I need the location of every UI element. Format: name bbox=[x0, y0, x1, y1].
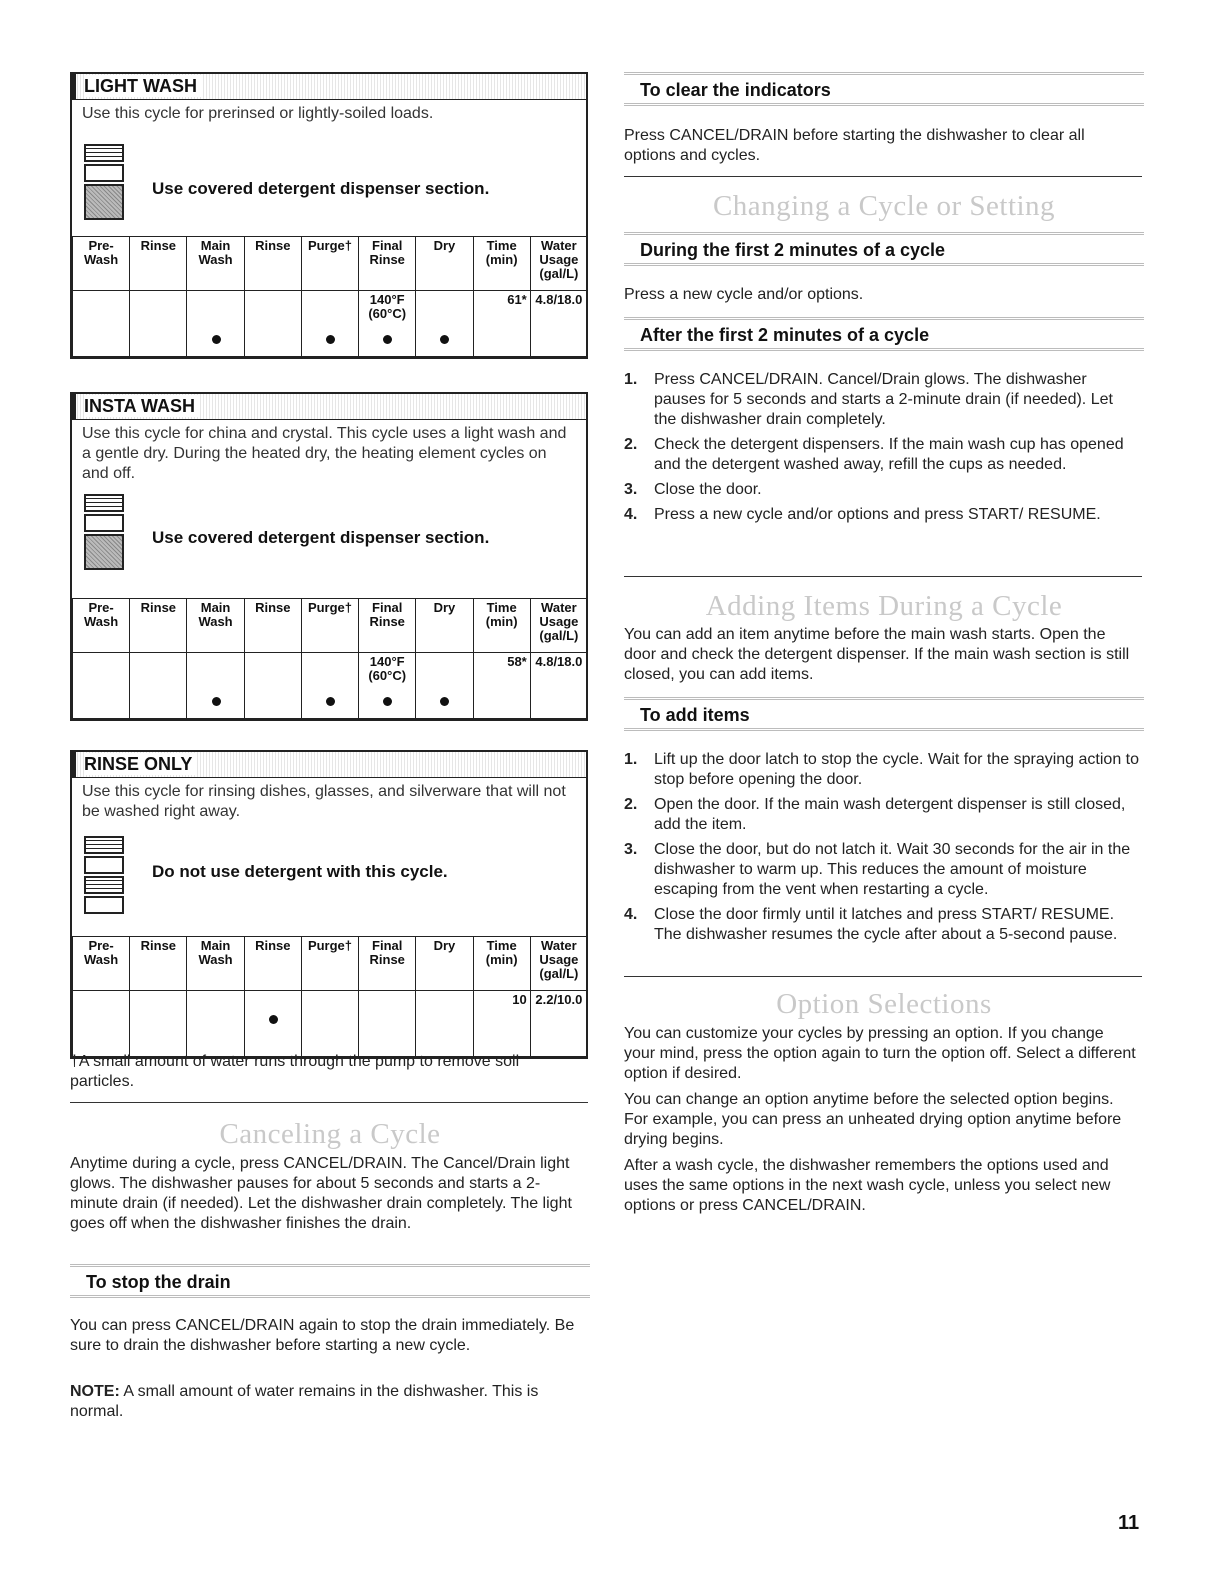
cell bbox=[301, 653, 358, 719]
section-title-changing: Changing a Cycle or Setting bbox=[712, 190, 1056, 222]
cell bbox=[130, 653, 187, 719]
note-paragraph bbox=[70, 1382, 585, 1422]
list-item: 4. Press a new cycle and/or options and press START/ RESUME. bbox=[624, 506, 1101, 523]
time-value: 58* bbox=[507, 654, 527, 669]
cycle-header bbox=[72, 74, 586, 100]
active-dot bbox=[440, 697, 449, 706]
cell bbox=[244, 653, 301, 719]
cycle-header bbox=[72, 752, 586, 778]
first-2-minutes-body: Press a new cycle and/or options. bbox=[624, 286, 864, 303]
section-title-options: Option Selections bbox=[776, 988, 992, 1020]
cell bbox=[187, 291, 244, 357]
cycle-header bbox=[72, 394, 586, 420]
col-time: Time (min) bbox=[473, 599, 530, 653]
col-water: Water Usage (gal/L) bbox=[530, 237, 587, 291]
list-item: 4. Close the door firmly until it latches and press START/ RESUME. The dishwasher resumes the cycle after about a 5-second pause. bbox=[624, 906, 1118, 943]
cell bbox=[473, 991, 530, 1057]
cell bbox=[530, 653, 587, 719]
canceling-body: Anytime during a cycle, press CANCEL/DRAIN. The Cancel/Drain light glows. The dishwasher pauses for about 5 seconds and starts a 2-minute drain (if needed). Let the dishwasher drain completely. The light goes off when the dishwasher finishes the drain. bbox=[70, 1155, 572, 1232]
final-rinse-temp: 140°F (60°C) bbox=[368, 654, 407, 683]
section-title-adding: Adding Items During a Cycle bbox=[705, 590, 1063, 622]
options-para-2: You can change an option anytime before the selected option begins. For example, you can press an unheated drying option anytime before drying begins. bbox=[624, 1091, 1122, 1148]
list-item: 2. Open the door. If the main wash detergent dispenser is still closed, add the item. bbox=[624, 796, 1126, 833]
col-rinse: Rinse bbox=[130, 937, 187, 991]
cell bbox=[244, 991, 301, 1057]
divider bbox=[624, 576, 1142, 577]
col-dry: Dry bbox=[416, 237, 473, 291]
dispenser-row bbox=[72, 822, 586, 936]
cycle-title: LIGHT WASH bbox=[84, 75, 201, 97]
after-2-minutes-heading: After the first 2 minutes of a cycle bbox=[624, 317, 1144, 351]
col-dry: Dry bbox=[416, 599, 473, 653]
change-steps bbox=[624, 370, 1139, 530]
purge-footnote: †A small amount of water runs through the pump to remove soil particles. bbox=[70, 1053, 520, 1090]
insta-wash-box bbox=[70, 392, 588, 721]
dispenser-instruction: Use covered detergent dispenser section. bbox=[152, 528, 490, 547]
dispenser-row bbox=[72, 484, 586, 598]
col-dry: Dry bbox=[416, 937, 473, 991]
cell bbox=[416, 653, 473, 719]
list-item: 3. Close the door. bbox=[624, 481, 762, 498]
col-main-wash: Main Wash bbox=[187, 599, 244, 653]
col-prewash: Pre- Wash bbox=[73, 237, 130, 291]
detergent-dispenser-icon bbox=[84, 494, 124, 572]
options-para-1: You can customize your cycles by pressing an option. If you change your mind, press the option again to turn the option off. Select a different option if desired. bbox=[624, 1025, 1136, 1082]
col-rinse: Rinse bbox=[244, 937, 301, 991]
water-value: 2.2/10.0 bbox=[535, 992, 583, 1007]
cell bbox=[244, 291, 301, 357]
col-purge: Purge† bbox=[301, 237, 358, 291]
cell bbox=[130, 991, 187, 1057]
cycle-table bbox=[72, 936, 588, 1057]
clear-indicators-heading: To clear the indicators bbox=[624, 72, 1144, 106]
detergent-dispenser-icon bbox=[84, 144, 124, 222]
dispenser-row bbox=[72, 124, 586, 236]
cycle-title: INSTA WASH bbox=[84, 395, 199, 417]
cell bbox=[187, 653, 244, 719]
list-item: 3. Close the door, but do not latch it. Wait 30 seconds for the air in the dishwasher to warm up. This reduces the amount of moisture escaping from the vent when restarting a cycle. bbox=[624, 841, 1131, 898]
cell bbox=[530, 291, 587, 357]
active-dot bbox=[326, 335, 335, 344]
cell bbox=[187, 991, 244, 1057]
cell bbox=[473, 291, 530, 357]
cycle-table bbox=[72, 598, 588, 719]
page-number: 11 bbox=[1118, 1512, 1140, 1534]
col-final-rinse: Final Rinse bbox=[359, 599, 416, 653]
list-item: 1. Press CANCEL/DRAIN. Cancel/Drain glows. The dishwasher pauses for 5 seconds and starts a 2-minute drain (if needed). Let the dishwasher drain completely. bbox=[624, 371, 1113, 428]
col-water: Water Usage (gal/L) bbox=[530, 599, 587, 653]
dispenser-instruction: Do not use detergent with this cycle. bbox=[152, 862, 448, 881]
cell bbox=[73, 291, 130, 357]
col-main-wash: Main Wash bbox=[187, 237, 244, 291]
cell bbox=[416, 291, 473, 357]
cell bbox=[73, 991, 130, 1057]
divider bbox=[624, 976, 1142, 977]
final-rinse-temp: 140°F (60°C) bbox=[368, 292, 407, 321]
water-value: 4.8/18.0 bbox=[535, 654, 583, 669]
col-purge: Purge† bbox=[301, 599, 358, 653]
col-time: Time (min) bbox=[473, 237, 530, 291]
note-text: A small amount of water remains in the dishwasher. This is normal. bbox=[70, 1383, 539, 1420]
time-value: 10 bbox=[512, 992, 527, 1007]
cycle-table bbox=[72, 236, 588, 357]
col-purge: Purge† bbox=[301, 937, 358, 991]
col-prewash: Pre- Wash bbox=[73, 599, 130, 653]
col-final-rinse: Final Rinse bbox=[359, 937, 416, 991]
cycle-title: RINSE ONLY bbox=[84, 753, 196, 775]
stop-drain-body: You can press CANCEL/DRAIN again to stop the drain immediately. Be sure to drain the dishwasher before starting a new cycle. bbox=[70, 1317, 575, 1354]
col-water: Water Usage (gal/L) bbox=[530, 937, 587, 991]
section-title-canceling: Canceling a Cycle bbox=[219, 1118, 441, 1150]
col-main-wash: Main Wash bbox=[187, 937, 244, 991]
dispenser-instruction: Use covered detergent dispenser section. bbox=[152, 179, 490, 198]
active-dot bbox=[383, 335, 392, 344]
active-dot bbox=[440, 335, 449, 344]
cell bbox=[359, 991, 416, 1057]
col-rinse: Rinse bbox=[244, 599, 301, 653]
active-dot bbox=[383, 697, 392, 706]
col-rinse: Rinse bbox=[130, 237, 187, 291]
cell bbox=[301, 291, 358, 357]
col-rinse: Rinse bbox=[130, 599, 187, 653]
active-dot bbox=[212, 697, 221, 706]
cell bbox=[359, 653, 416, 719]
cycle-description: Use this cycle for prerinsed or lightly-soiled loads. bbox=[82, 105, 434, 122]
col-prewash: Pre- Wash bbox=[73, 937, 130, 991]
cell bbox=[73, 653, 130, 719]
add-steps bbox=[624, 750, 1139, 950]
cell bbox=[416, 991, 473, 1057]
cell bbox=[473, 653, 530, 719]
first-2-minutes-heading: During the first 2 minutes of a cycle bbox=[624, 232, 1144, 266]
detergent-dispenser-icon bbox=[84, 836, 124, 916]
cell bbox=[130, 291, 187, 357]
cycle-description: Use this cycle for china and crystal. This cycle uses a light wash and a gentle dry. During the heated dry, the heating element cycles on and off. bbox=[82, 425, 567, 482]
water-value: 4.8/18.0 bbox=[535, 292, 583, 307]
light-wash-box bbox=[70, 72, 588, 359]
divider bbox=[624, 176, 1142, 177]
list-item: 1. Lift up the door latch to stop the cycle. Wait for the spraying action to stop before opening the door. bbox=[624, 751, 1139, 788]
cell bbox=[359, 291, 416, 357]
stop-drain-heading: To stop the drain bbox=[70, 1264, 590, 1298]
cell bbox=[301, 991, 358, 1057]
add-items-heading: To add items bbox=[624, 697, 1144, 731]
col-final-rinse: Final Rinse bbox=[359, 237, 416, 291]
options-para-3: After a wash cycle, the dishwasher remembers the options used and uses the same options in the next wash cycle, unless you select new options or press CANCEL/DRAIN. bbox=[624, 1157, 1111, 1214]
col-time: Time (min) bbox=[473, 937, 530, 991]
cell bbox=[530, 991, 587, 1057]
active-dot bbox=[326, 697, 335, 706]
rinse-only-box bbox=[70, 750, 588, 1059]
list-item: 2. Check the detergent dispensers. If the main wash cup has opened and the detergent washed away, refill the cups as needed. bbox=[624, 436, 1124, 473]
divider bbox=[70, 1102, 588, 1103]
col-rinse: Rinse bbox=[244, 237, 301, 291]
time-value: 61* bbox=[507, 292, 527, 307]
clear-indicators-body: Press CANCEL/DRAIN before starting the dishwasher to clear all options and cycles. bbox=[624, 127, 1085, 164]
active-dot bbox=[269, 1015, 278, 1024]
cycle-description: Use this cycle for rinsing dishes, glasses, and silverware that will not be washed right away. bbox=[82, 783, 566, 820]
adding-body: You can add an item anytime before the main wash starts. Open the door and check the detergent dispenser. If the main wash section is still closed, you can add items. bbox=[624, 626, 1130, 683]
note-label: NOTE: bbox=[70, 1383, 120, 1400]
active-dot bbox=[212, 335, 221, 344]
